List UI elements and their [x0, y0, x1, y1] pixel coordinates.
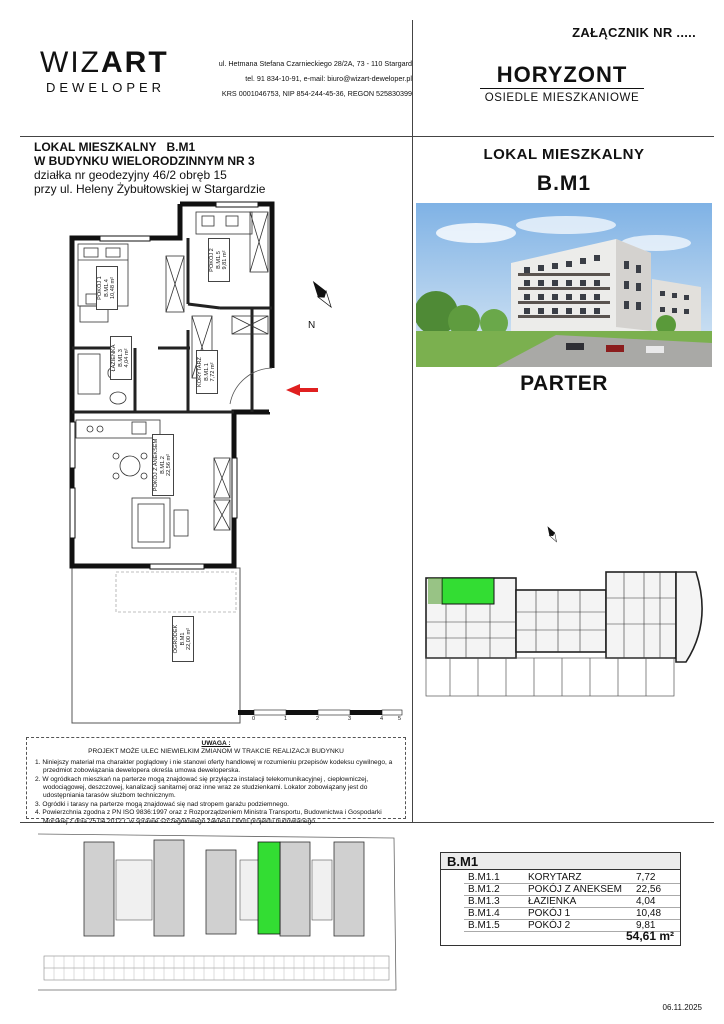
annex-label: ZAŁĄCZNIK NR ..... [572, 25, 696, 40]
row-area: 7,72 [632, 872, 680, 884]
area-summary-title: B.M1 [441, 853, 680, 870]
row-area: 4,04 [632, 896, 680, 908]
scale-label: 4 [380, 716, 384, 722]
notes-item: 1. Niniejszy materiał ma charakter poglądowy i nie stanowi oferty handlowej w rozumieniu przepisów kodeksu cywilnego, a przedmiot zobowiązania dewelopera określa umowa deweloperska. [35, 758, 393, 775]
row-area: 10,48 [632, 908, 680, 920]
room-label-lazienka [110, 336, 132, 380]
table-row [464, 908, 680, 920]
company-contact: tel. 91 834-10-91, e-mail: biuro@wizart-deweloper.pl [245, 74, 412, 83]
scale-label: 2 [316, 716, 320, 722]
north-label: N [308, 320, 316, 331]
room-code: B.M1.3 [117, 349, 124, 367]
floor-label: PARTER [520, 372, 608, 395]
site-plan [24, 830, 414, 1000]
unit-description [34, 140, 265, 196]
unit-street-line: przy ul. Heleny Żybułtowskiej w Stargardzie [34, 182, 266, 196]
row-code: B.M1.4 [464, 908, 524, 920]
unit-heading-label: LOKAL MIESZKALNY [34, 140, 157, 154]
document-date: 06.11.2025 [662, 1003, 702, 1012]
unit-plot-line: działka nr geodezyjny 46/2 obręb 15 [34, 168, 227, 182]
notes-subtitle: PROJEKT MOŻE ULEC NIEWIELKIM ZMIANOM W TRAKCIE REALIZACJI BUDYNKU [88, 748, 344, 756]
floor-plan [20, 198, 410, 728]
notes-item: 4. Powierzchnia zgodna z PN ISO 9836:1997 oraz z Rozporządzeniem Ministra Transportu, Budownictwa i Gospodarki Morskiej z dnia 25.04.2012 r. w sprawie szczegółowego zakresu i form projektu budowlanego. [35, 809, 382, 825]
row-area: 9,81 [632, 920, 680, 932]
room-code: B.M1.2 [159, 456, 166, 474]
table-row [464, 896, 680, 908]
notes-title: UWAGA : [201, 740, 231, 747]
developer-logo [40, 48, 169, 78]
developer-logo-sub: DEWELOPER [46, 80, 166, 95]
row-code: B.M1.5 [464, 920, 524, 932]
room-code: B.M1.5 [215, 251, 222, 269]
area-summary-table [464, 872, 680, 932]
room-code: B.M1 [179, 632, 186, 646]
table-row [464, 884, 680, 896]
room-area: 10,48 m² [110, 276, 116, 300]
row-code: B.M1.1 [464, 872, 524, 884]
row-name: KORYTARZ [524, 872, 632, 884]
room-label-ogrodek [172, 616, 194, 662]
estate-logo-title: HORYZONT [496, 62, 628, 87]
row-name: ŁAZIENKA [524, 896, 632, 908]
scale-label: 1 [284, 716, 288, 722]
notes-item: 2. W ogródkach mieszkań na parterze mogą znajdować się przyłącza instalacji telekomunikacyjnej , ciepłowniczej, wodociągowej, deszczowej, kanalizacji sanitarnej oraz inne wraz ze studzienkami. Lokator zobowiązany jest do udostępniania tarasów służbom technicznym. [35, 775, 369, 800]
room-name: OGRÓDEK [173, 624, 179, 654]
room-label-pokoj-1 [96, 266, 118, 310]
notes-item: 3. Ogródki i tarasy na parterze mogą znajdować się nad stropem garażu podziemnego. [35, 800, 289, 808]
company-address: ul. Hetmana Stefana Czarnieckiego 28/2A, 73 - 110 Stargard [218, 59, 412, 68]
room-label-pokoj-z-aneksem [152, 434, 174, 496]
notes-box [26, 737, 406, 825]
row-name: POKÓJ 1 [524, 908, 632, 920]
room-code: B.M1.1 [203, 363, 210, 381]
estate-logo-rule [480, 88, 644, 89]
row-code: B.M1.3 [464, 896, 524, 908]
area-total: 54,61 m² [625, 929, 674, 943]
room-area: 9,81 m² [222, 250, 228, 270]
room-name: POKÓJ Z ANEKSEM [153, 438, 159, 492]
room-name: POKÓJ 1 [97, 276, 103, 300]
building-render-image [416, 203, 712, 367]
building-floor-key-plan [420, 512, 712, 698]
developer-logo-main: WIZ [40, 46, 101, 79]
room-area: 7,72 m² [210, 362, 216, 382]
room-name: ŁAZIENKA [111, 344, 117, 372]
estate-logo-sub: OSIEDLE MIESZKANIOWE [484, 92, 640, 104]
row-name: POKÓJ Z ANEKSEM [524, 884, 632, 896]
scale-label: 3 [348, 716, 352, 722]
unit-heading-code: B.M1 [166, 140, 196, 154]
company-registry: KRS 0001046753, NIP 854-244-45-36, REGON 525830399 [221, 89, 412, 98]
room-label-pokoj-2 [208, 238, 230, 282]
company-info [206, 56, 412, 101]
row-area: 22,56 [632, 884, 680, 896]
room-code: B.M1.4 [103, 279, 110, 297]
unit-right-code: B.M1 [536, 172, 592, 195]
unit-right-heading: LOKAL MIESZKALNY [483, 146, 645, 163]
unit-building-line: W BUDYNKU WIELORODZINNYM NR 3 [34, 154, 255, 168]
room-area: 22,00 m² [186, 627, 192, 651]
room-name: POKÓJ 2 [209, 248, 215, 272]
frame-divider-header-left [20, 136, 412, 137]
table-row [464, 872, 680, 884]
frame-divider-header-right [412, 136, 714, 137]
room-label-korytarz [196, 350, 218, 394]
scale-label: 0 [252, 716, 256, 722]
frame-divider-vertical [412, 20, 413, 822]
room-area: 4,04 m² [124, 348, 130, 368]
room-name: KORYTARZ [197, 357, 203, 387]
room-area: 22,56 m² [166, 453, 172, 477]
scale-label: 5 [398, 716, 402, 722]
row-name: POKÓJ 2 [524, 920, 632, 932]
row-code: B.M1.2 [464, 884, 524, 896]
developer-logo-bold: ART [100, 46, 169, 79]
